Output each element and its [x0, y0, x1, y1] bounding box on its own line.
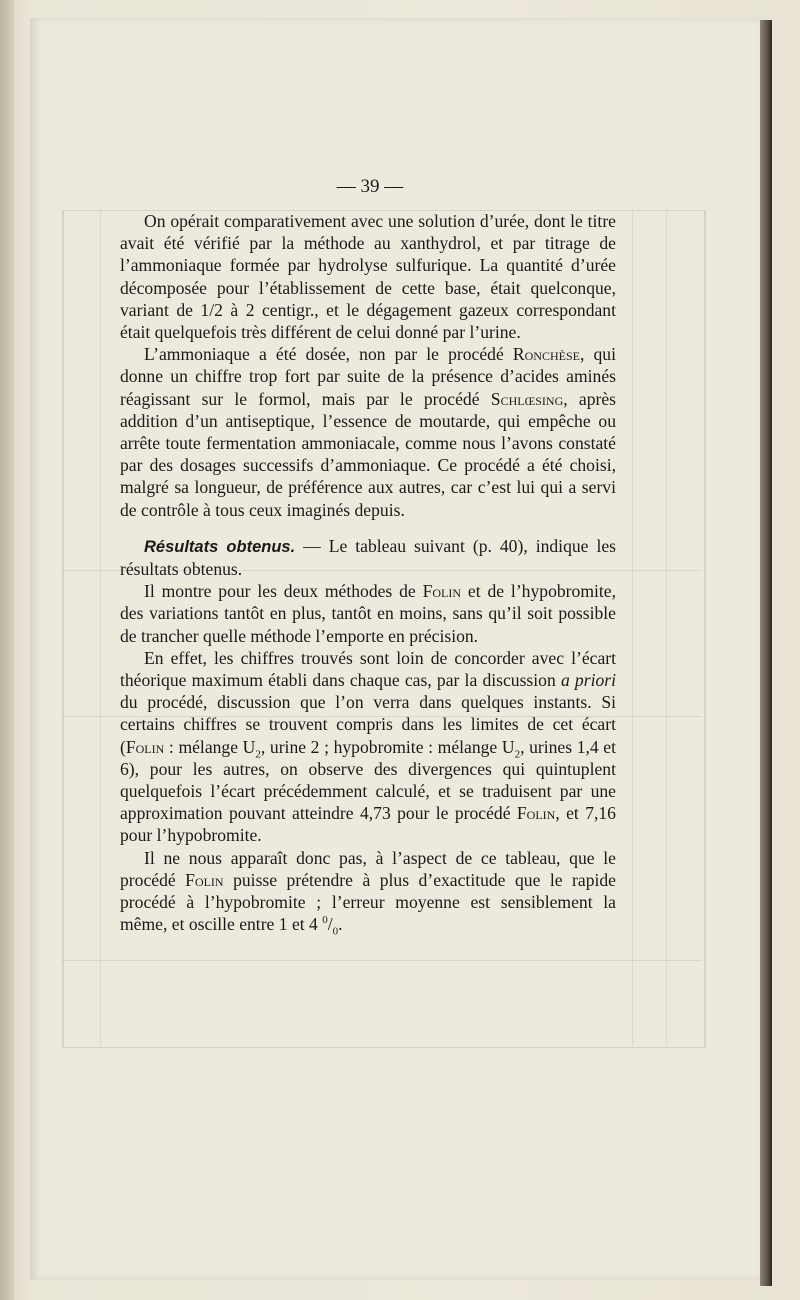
author-name: Schlœsing [490, 388, 564, 409]
page-edge-shadow [760, 20, 772, 1286]
bleed-through-rule [666, 210, 667, 1046]
bleed-through-rule [62, 960, 702, 961]
section-heading: Résultats obtenus. [144, 537, 296, 556]
author-name: Ronchèse [512, 344, 580, 365]
author-name: Folin [185, 869, 224, 890]
paragraph-ammonia-dosage: L’ammoniaque a été dosée, non par le procédé Ronchèse, qui donne un chiffre trop fort par suite de la présence d’acides aminés réagissant sur le formol, mais par le procédé Schlœsing, après addition d’un antiseptique, l’essence de moutarde, qui empêche ou arrête toute fermentation ammoniacale, comme nous l’avons constaté par des dosages successifs d’ammoniaque. Ce procédé a été choisi, malgré sa longueur, de préférence aux autres, car c’est lui qui a servi de contrôle à tous ceux imaginés depuis. [120, 344, 617, 520]
body-text [120, 210, 616, 936]
author-name: Folin [422, 581, 462, 602]
paragraph-conclusion: Il ne nous apparaît donc pas, à l’aspect de ce tableau, que le procédé Folin puisse prétendre à plus d’exactitude que le rapide procédé à l’hypobromite ; l’erreur moyenne est sensiblement la même, et oscille entre 1 et 4 $^0/_0$. [120, 847, 616, 938]
paragraph-results: Résultats obtenus. — Le tableau suivant (p. 40), indique les résultats obtenus. [120, 535, 616, 580]
author-name: Folin [125, 736, 165, 757]
paragraph-variations: Il montre pour les deux méthodes de Folin et de l’hypobromite, des variations tantôt en plus, tantôt en moins, sans qu’il soit possible de trancher quelle méthode l’emporte en précision. [120, 581, 616, 646]
page-number: — 39 — [336, 176, 404, 197]
bleed-through-rule [632, 210, 633, 1046]
paragraph-urea-solution: On opérait comparativement avec une solution d’urée, dont le titre avait été vérifié par la méthode au xanthydrol, et par titrage de l’ammoniaque formée par hydrolyse sulfurique. La quantité d’urée décomposée pour l’établissement de cette base, était quelconque, variant de 1/2 à 2 centigr., et le dégagement gazeux correspondant était quelquefois très différent de celui donné par l’urine. [120, 211, 616, 343]
paragraph-discussion: En effet, les chiffres trouvés sont loin de concorder avec l’écart théorique maximum établi dans chaque cas, par la discussion a priori du procédé, discussion que l’on verra dans quelques instants. Si certains chiffres se trouvent compris dans les limites de cet écart (Folin : mélange $U_2$, urine 2 ; hypobromite : mélange $U_2$, urines 1,4 et 6), pour les autres, on observe des divergences qui quintuplent quelquefois l’écart précédemment calculé, et se traduisent par une approximation pouvant atteindre 4,73 pour le procédé Folin, et 7,16 pour l’hypobromite. [120, 647, 617, 846]
bleed-through-rule [100, 210, 101, 1046]
author-name: Folin [516, 803, 556, 824]
